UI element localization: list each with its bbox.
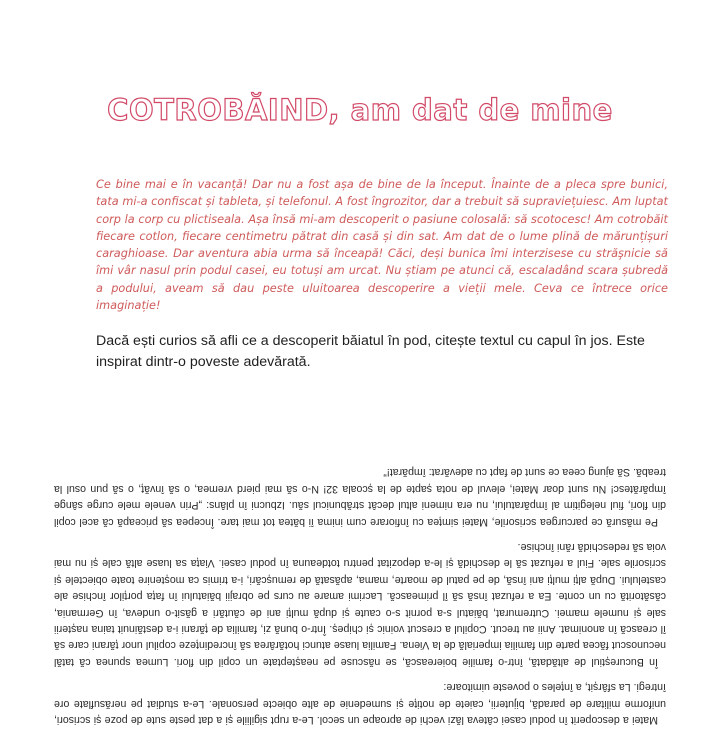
intro-paragraph: Ce bine mai e în vacanță! Dar nu a fost așa de bine de la început. Înainte de a pleca spre bunici, tata mi-a confiscat și tableta, și telefonul. A fost îngrozitor, dar a trebuit să supraviețuiesc. Am luptat corp la corp cu plictiseala. Așa însă mi-am descoperit o pasiune colosală: să scotocesc! Am cotrobăit fiecare cotlon, fiecare centimetru pătrat din casă și din sat. Am dat de o lume plină de mărunțișuri caraghioase. Dar aventura abia urma să înceapă! Căci, deși bunica îmi interzisese cu străşnicie să îmi vâr nasul prin podul casei, eu totuși am urcat. Nu știam pe atunci că, escaladând scara șubredă a podului, aveam să dau peste uluitoarea descoperire a vieții mele. Ceva ce întrece orice imaginație! <box>96 178 668 313</box>
upside-down-story <box>54 392 666 728</box>
lead-paragraph: Dacă ești curios să afli ce a descoperit băiatul în pod, citește textul cu capul în jos. Este inspirat dintr-o poveste adevărată. <box>96 333 645 370</box>
story-paragraph-1: Matei a descoperit în podul casei câteva lăzi vechi de aproape un secol. Le-a rupt sigiliile și a dat peste sute de poze și scrisori, uniforme militare de paradă, bijuterii, caiete de notițe și sumedenie de alte obiecte personale. Le-a studiat pe nerăsuflate ore întregi. La sfârșit, a înțeles o poveste uimitoare: <box>54 681 666 726</box>
page-title: COTROBĂIND, am dat de mine <box>107 93 613 128</box>
story-paragraph-2: În Bucureștiul de altădată, într-o familie boierească, se născuse pe neașteptate un copil din flori. Lumea spunea că tatăl necunoscut făcea parte din familia imperială de la Viena. Familia luase atunci hotărârea să încredințeze copilul unor țărani care să îl crească în anonimat. Anii au trecut. Copilul a crescut voinic și chipeș. Într-o bună zi, familia de țărani i-a destăinuit taina nașterii sale și numele mamei. Cutremurat, băiatul s-a pornit s-o caute și după mulți ani de căutări a găsit-o undeva, în Germania, căsătorită cu un conte. Ea a refuzat însă să îl primească. Lacrimi amare au curs pe obrajii băiatului în fața porților închise ale castelului. După alți mulți ani însă, de pe patul de moarte, mama, apăsată de remușcări, i-a trimis ca moștenire toate obiectele și scrisorile sale. Fiul a refuzat să le deschidă și le-a depozitat pentru totdeauna în podul casei. Viața sa luase altă cale și nu mai voia să redeschidă răni închise. <box>54 540 666 668</box>
story-paragraph-3: Pe măsură ce parcurgea scrisorile, Matei simțea cu înfiorare cum inima îi bătea tot mai tare. Începea să priceapă că acel copil din flori, fiul nelegitim al împăratului, nu era nimeni altul decât străbunicul său. Izbucni în plâns: „Prin venele mele curge sânge împărătesc! Nu sunt doar Matei, elevul de nota șapte de la școala 32! N-o să mai pierd vremea, o să învăț, o să pun osul la treabă. Să ajung ceea ce sunt de fapt cu adevărat: împărat!” <box>54 466 666 528</box>
